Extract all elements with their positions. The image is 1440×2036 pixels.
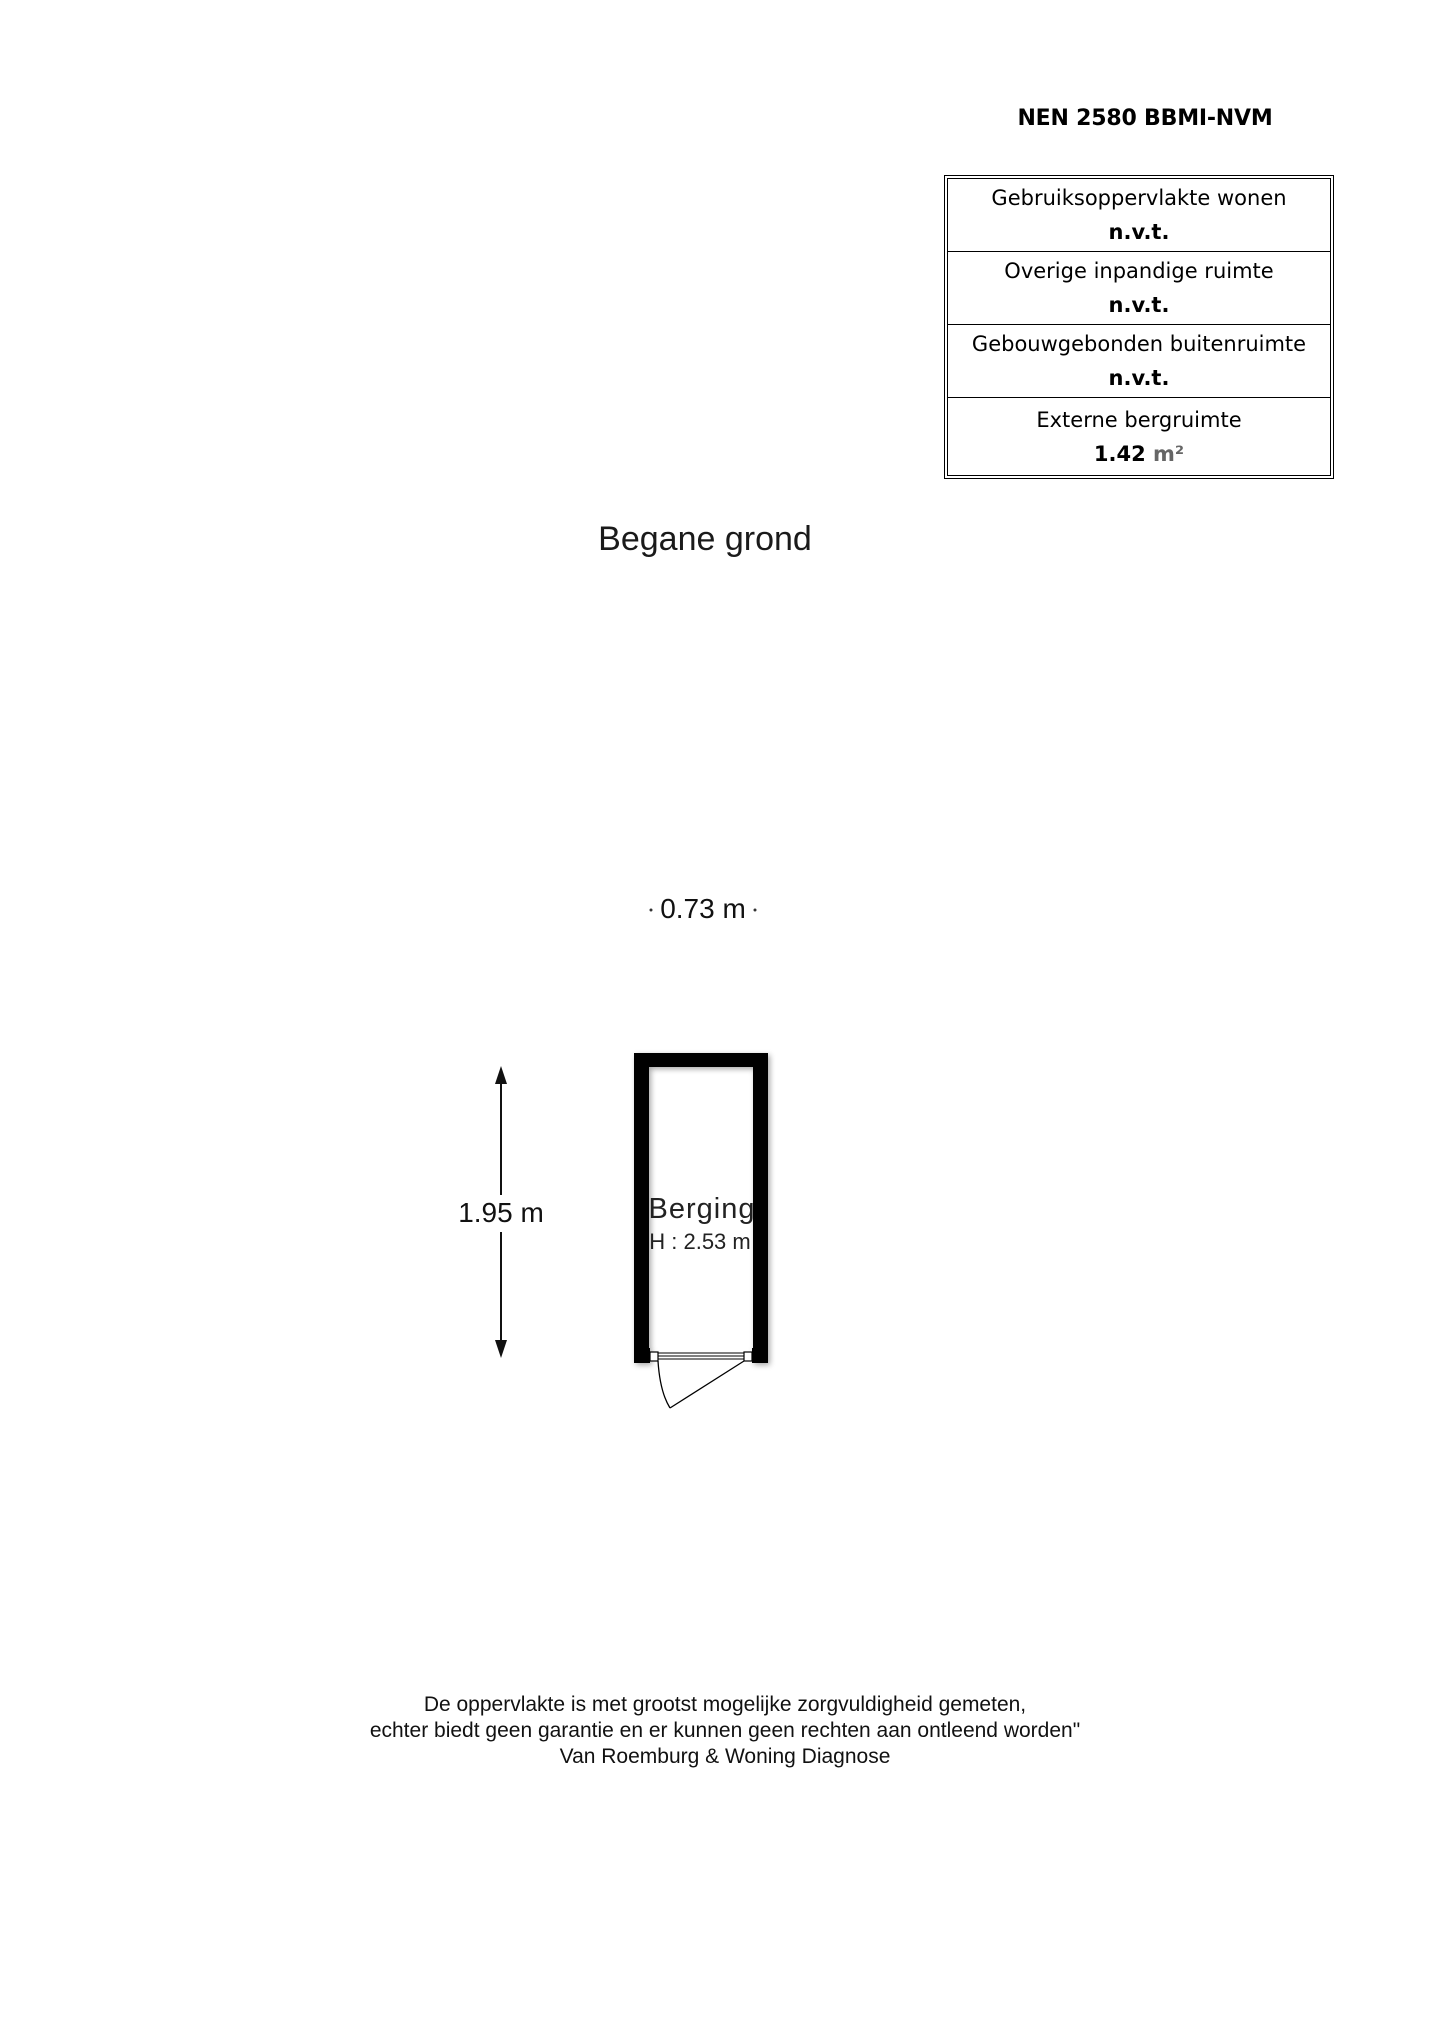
door-swing-arc [658, 1361, 670, 1408]
area-label: Gebruiksoppervlakte wonen [991, 186, 1287, 210]
height-dimension-label: 1.95 m [458, 1197, 544, 1228]
disclaimer [280, 1692, 1170, 1770]
room-name: Berging [648, 1193, 756, 1225]
area-value: n.v.t. [1108, 293, 1170, 317]
area-value: 1.42 [1093, 441, 1146, 466]
height-dimension [458, 1066, 544, 1358]
dimension-tick [650, 909, 653, 912]
area-label: Gebouwgebonden buitenruimte [971, 332, 1307, 356]
arrow-down-icon [495, 1340, 507, 1358]
width-dimension-label: 0.73 m [660, 893, 746, 924]
floor-title: Begane grond [598, 520, 812, 558]
width-dimension [650, 893, 757, 924]
area-label: Externe bergruimte [1036, 407, 1242, 432]
area-label: Overige inpandige ruimte [1004, 259, 1274, 283]
company-name: Van Roemburg & Woning Diagnose [559, 1745, 891, 1768]
room-height: H : 2.53 m [649, 1229, 751, 1254]
door [650, 1352, 752, 1408]
area-value: n.v.t. [1108, 366, 1170, 390]
disclaimer-line: De oppervlakte is met grootst mogelijke zorgvuldigheid gemeten, [423, 1693, 1027, 1716]
area-unit: m² [1153, 441, 1185, 466]
norm-title: NEN 2580 BBMI-NVM [1017, 106, 1273, 131]
door-leaf [670, 1361, 744, 1408]
disclaimer-line: echter biedt geen garantie en er kunnen geen rechten aan ontleend worden" [369, 1719, 1081, 1742]
dimension-tick [754, 909, 757, 912]
area-value: n.v.t. [1108, 220, 1170, 244]
arrow-up-icon [495, 1066, 507, 1084]
